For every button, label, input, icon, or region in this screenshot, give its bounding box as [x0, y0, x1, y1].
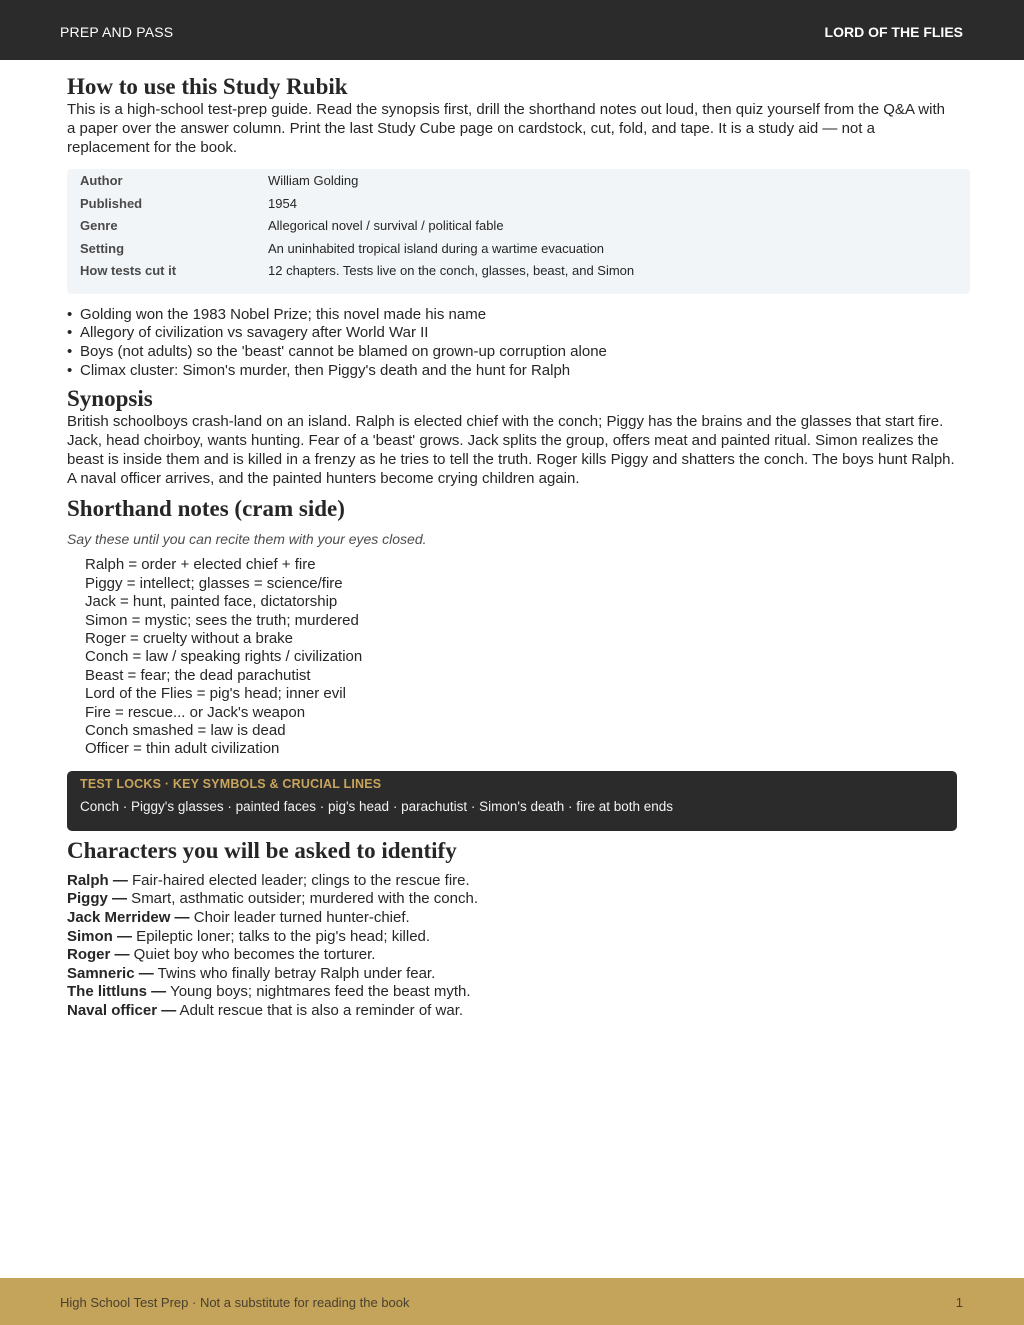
fact-value: 12 chapters. Tests live on the conch, glasses, beast, and Simon: [268, 263, 635, 278]
fact-value: 1954: [268, 195, 297, 211]
fact-row-published: [67, 192, 970, 215]
list-item: Conch = law / speaking rights / civilization: [85, 648, 363, 666]
fact-value: William Golding: [268, 173, 359, 188]
top-header-bar: [0, 0, 1024, 60]
character-description: Epileptic loner; talks to the pig's head; killed.: [132, 927, 431, 945]
page-number: 1: [955, 1295, 963, 1310]
list-item: Piggy = intellect; glasses = science/fire: [85, 574, 343, 592]
characters-list: [67, 872, 957, 1021]
page-footer: [0, 1278, 1024, 1325]
list-item: • Allegory of civilization vs savagery after World War II: [67, 324, 957, 343]
list-item: Fire = rescue... or Jack's weapon: [85, 703, 306, 721]
list-item: Simon = mystic; sees the truth; murdered: [85, 611, 359, 629]
fact-row-author: [67, 169, 970, 192]
character-name: Samneric —: [67, 964, 154, 982]
character-item: [67, 909, 957, 928]
intro-paragraph: This is a high-school test-prep guide. Read the synopsis first, drill the shorthand notes out loud, then quiz yourself from the Q&A with a paper over the answer column. Print the last Study Cube page on cardstock, cut, fold, and tape. It is a study aid — not a replacement for the book.: [67, 101, 945, 156]
test-locks-title: TEST LOCKS · KEY SYMBOLS & CRUCIAL LINES: [80, 776, 382, 791]
character-item: [67, 890, 957, 909]
characters-heading: Characters you will be asked to identify: [67, 837, 457, 863]
list-item: Conch smashed = law is dead: [85, 721, 286, 739]
character-description: Fair-haired elected leader; clings to the rescue fire.: [127, 871, 470, 889]
book-facts-panel: [67, 169, 970, 294]
character-description: Smart, asthmatic outsider; murdered with the conch.: [127, 890, 478, 908]
character-item: [67, 946, 957, 965]
list-item: • Climax cluster: Simon's murder, then Piggy's death and the hunt for Ralph: [67, 362, 957, 381]
synopsis-paragraph: British schoolboys crash-land on an island. Ralph is elected chief with the conch; Piggy has the brains and the glasses that start fire. Jack, head choirboy, wants hunting. Fear of a 'beast' grows. Jack splits the group, offers meat and painted ritual. Simon realizes the beast is inside them and is killed in a frenzy as he tries to tell the truth. Roger kills Piggy and shatters the conch. The boys hunt Ralph. A naval officer arrives, and the painted hunters become crying children again.: [67, 413, 955, 488]
list-item: Roger = cruelty without a brake: [85, 629, 294, 647]
list-item: Officer = thin adult civilization: [85, 740, 280, 758]
key-facts-list: [67, 306, 957, 381]
fact-label: Published: [80, 195, 143, 211]
document-title: LORD OF THE FLIES: [824, 24, 963, 40]
list-item: Ralph = order + elected chief + fire: [85, 556, 316, 574]
character-name: Roger —: [67, 946, 130, 964]
footer-note: High School Test Prep · Not a substitute for reading the book: [60, 1295, 410, 1310]
page-content: [67, 72, 957, 1021]
fact-row-setting: [67, 237, 970, 260]
character-name: The littluns —: [67, 983, 167, 1001]
list-item: • Golding won the 1983 Nobel Prize; this novel made his name: [67, 306, 957, 325]
synopsis-heading: Synopsis: [67, 386, 153, 412]
fact-row-genre: [67, 214, 970, 237]
fact-label: Author: [80, 173, 123, 188]
test-locks-callout: [67, 771, 957, 831]
character-name: Naval officer —: [67, 1001, 177, 1019]
fact-label: Setting: [80, 240, 125, 256]
intro-heading: How to use this Study Rubik: [67, 74, 348, 99]
shorthand-notes-list: [85, 556, 957, 758]
fact-label: How tests cut it: [80, 263, 177, 278]
character-description: Adult rescue that is also a reminder of war.: [176, 1001, 464, 1019]
list-item: Beast = fear; the dead parachutist: [85, 666, 311, 684]
character-name: Piggy —: [67, 890, 128, 908]
brand-label: PREP AND PASS: [60, 24, 174, 40]
character-description: Choir leader turned hunter-chief.: [189, 908, 410, 926]
character-description: Quiet boy who becomes the torturer.: [129, 946, 376, 964]
list-item: • Boys (not adults) so the 'beast' cannot be blamed on grown-up corruption alone: [67, 343, 957, 362]
list-item: Jack = hunt, painted face, dictatorship: [85, 593, 338, 611]
character-item: [67, 983, 957, 1002]
character-item: [67, 928, 957, 947]
fact-value: Allegorical novel / survival / political fable: [268, 218, 504, 233]
shorthand-heading: Shorthand notes (cram side): [67, 496, 345, 522]
shorthand-subtitle: Say these until you can recite them with your eyes closed.: [67, 531, 427, 548]
character-description: Young boys; nightmares feed the beast myth.: [166, 983, 471, 1001]
character-item: [67, 1002, 957, 1021]
test-locks-items: Conch · Piggy's glasses · painted faces · pig's head · parachutist · Simon's death · fire at both ends: [80, 798, 674, 814]
fact-label: Genre: [80, 218, 118, 233]
character-name: Simon —: [67, 927, 133, 945]
character-name: Ralph —: [67, 871, 128, 889]
character-name: Jack Merridew —: [67, 908, 190, 926]
list-item: Lord of the Flies = pig's head; inner evil: [85, 685, 346, 703]
character-item: [67, 872, 957, 891]
fact-row-tests: [67, 259, 970, 282]
character-item: [67, 965, 957, 984]
character-description: Twins who finally betray Ralph under fear.: [153, 964, 436, 982]
fact-value: An uninhabited tropical island during a wartime evacuation: [268, 240, 605, 256]
